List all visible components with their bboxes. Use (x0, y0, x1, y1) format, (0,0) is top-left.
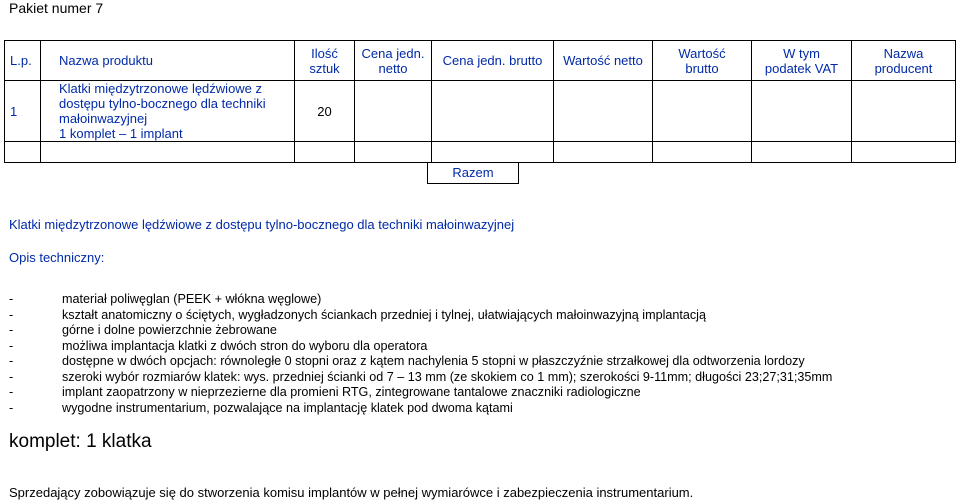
list-item: - kształt anatomiczny o ściętych, wygładzonych ściankach przedniej i tylnej, ułatwiających małoinwazyjną implantacją (9, 307, 706, 322)
cell-quantity: 20 (295, 81, 355, 142)
header-vat: W tym podatek VAT (752, 41, 852, 81)
list-item: - górne i dolne powierzchnie żebrowane (9, 323, 277, 337)
price-table (4, 40, 956, 163)
header-unit-gross: Cena jedn. brutto (432, 41, 554, 81)
spec-list (9, 292, 832, 416)
table-row (5, 81, 956, 142)
cell-lp: 1 (5, 81, 41, 142)
product-heading: Klatki międzytrzonowe lędźwiowe z dostępu tylno-bocznego dla techniki małoinwazyjnej (9, 217, 515, 232)
cell-unit-net (355, 81, 432, 142)
cell-product-name: Klatki międzytrzonowe lędźwiowe z dostępu tylno-bocznego dla techniki małoinwazyjnej 1 komplet – 1 implant (41, 81, 295, 142)
header-quantity: Ilość sztuk (295, 41, 355, 81)
header-product-name: Nazwa produktu (41, 41, 295, 81)
table-row-empty (5, 142, 956, 163)
cell-producer (852, 81, 956, 142)
list-item: - materiał poliwęglan (PEEK + włókna węglowe) (9, 292, 322, 306)
tech-desc-label: Opis techniczny: (9, 250, 105, 265)
cell-value-net (554, 81, 653, 142)
header-value-gross: Wartość brutto (653, 41, 752, 81)
list-item: - dostępne w dwóch opcjach: równoległe 0 stopni oraz z kątem nachylenia 5 stopni w płaszczyźnie strzałkowej dla odtworzenia lordozy (9, 354, 805, 368)
header-producer: Nazwa producent (852, 41, 956, 81)
header-lp: L.p. (5, 41, 41, 81)
cell-value-gross (653, 81, 752, 142)
cell-vat (752, 81, 852, 142)
footer-note: Sprzedający zobowiązuje się do stworzenia komisu implantów w pełnej wymiarówce i zabezpieczenia instrumentarium. (9, 485, 694, 500)
package-title: Pakiet numer 7 (9, 0, 104, 16)
list-item: - implant zaopatrzony w nieprzezierne dla promieni RTG, zintegrowane tantalowe znaczniki radiologiczne (9, 385, 641, 399)
table-header-row (5, 41, 956, 81)
komplet-heading: komplet: 1 klatka (9, 431, 152, 452)
list-item: - szeroki wybór rozmiarów klatek: wys. przedniej ścianki od 7 – 13 mm (ze skokiem co 1 mm); szerokości 9-11mm; długości 23;27;31;35mm (9, 369, 833, 384)
header-unit-net: Cena jedn. netto (355, 41, 432, 81)
header-value-net: Wartość netto (554, 41, 653, 81)
list-item: - wygodne instrumentarium, pozwalające na implantację klatek pod dwoma kątami (9, 400, 513, 415)
list-item: - możliwa implantacja klatki z dwóch stron do wyboru dla operatora (9, 338, 428, 353)
cell-unit-gross (432, 81, 554, 142)
total-label: Razem (427, 162, 519, 184)
